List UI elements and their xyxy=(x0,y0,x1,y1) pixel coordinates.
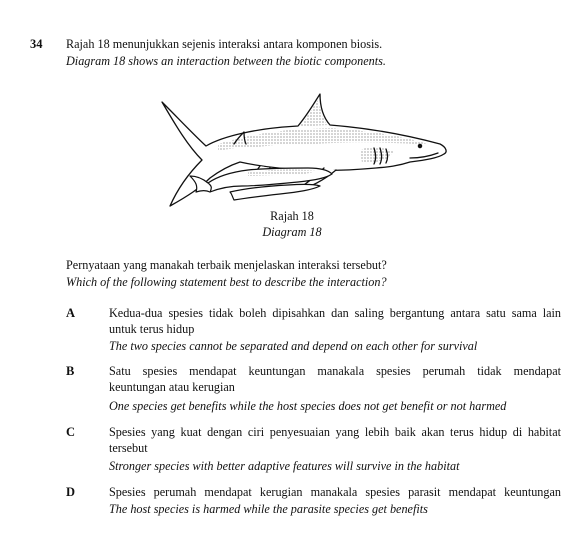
option-d-english: The host species is harmed while the parasite species get benefits xyxy=(109,502,428,516)
option-b-malay-line1: Satu spesies mendapat keuntungan manakala spesies perumah tidak mendapat xyxy=(109,364,561,378)
option-b-malay-line2: keuntungan atau kerugian xyxy=(109,380,235,394)
option-d-malay-line1: Spesies perumah mendapat kerugian manakala spesies parasit mendapat keuntungan xyxy=(109,485,561,499)
question-number: 34 xyxy=(30,37,43,51)
figure-caption-english: Diagram 18 xyxy=(262,225,322,239)
question-stem-english: Diagram 18 shows an interaction between the biotic components. xyxy=(66,54,386,68)
option-a-malay-line2: untuk terus hidup xyxy=(109,322,195,336)
figure-caption-malay: Rajah 18 xyxy=(270,209,314,223)
option-c-english: Stronger species with better adaptive features will survive in the habitat xyxy=(109,459,460,473)
question-stem-malay: Rajah 18 menunjukkan sejenis interaksi antara komponen biosis. xyxy=(66,37,383,51)
prompt-malay: Pernyataan yang manakah terbaik menjelaskan interaksi tersebut? xyxy=(66,258,387,272)
option-b-english: One species get benefits while the host species does not get benefit or not harmed xyxy=(109,399,507,413)
option-a-letter: A xyxy=(66,306,76,320)
option-a-malay-line1: Kedua-dua spesies tidak boleh dipisahkan dan saling bergantung antara satu sama lain xyxy=(109,306,561,320)
option-c-malay-line2: tersebut xyxy=(109,441,148,455)
prompt-english: Which of the following statement best to describe the interaction? xyxy=(66,275,387,289)
shark-remora-illustration xyxy=(148,88,458,208)
option-c-letter: C xyxy=(66,425,76,439)
option-a-english: The two species cannot be separated and depend on each other for survival xyxy=(109,339,478,353)
option-c-malay-line1: Spesies yang kuat dengan ciri penyesuaian yang lebih baik akan terus hidup di habitat xyxy=(109,425,561,439)
option-b-letter: B xyxy=(66,364,75,378)
option-d-letter: D xyxy=(66,485,76,499)
